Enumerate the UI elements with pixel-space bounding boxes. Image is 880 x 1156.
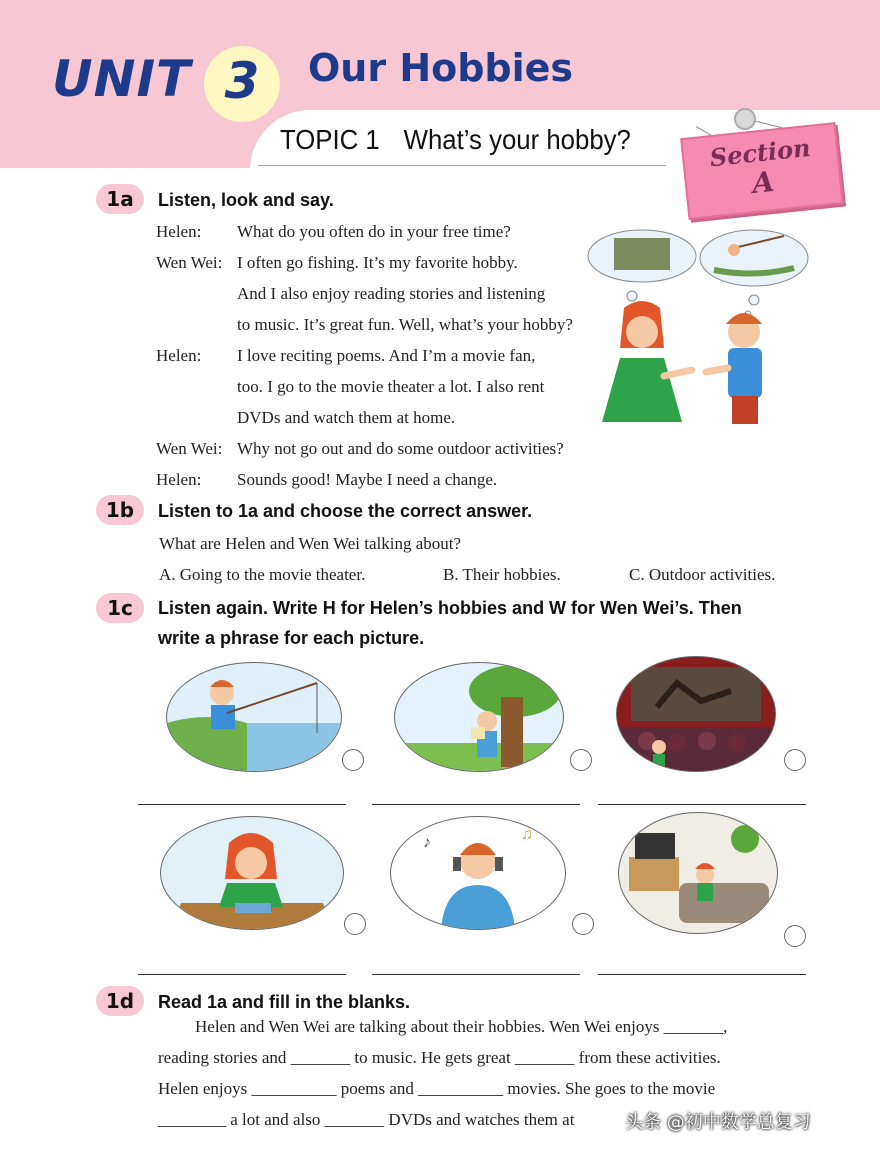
instruction-1a: Listen, look and say.	[158, 190, 334, 210]
answer-circle-5[interactable]	[572, 913, 594, 935]
badge-1c: 1c	[96, 593, 144, 623]
speaker-label: Wen Wei:	[156, 439, 223, 458]
unit-number: 3	[224, 52, 260, 110]
topic-label: TOPIC 1	[280, 124, 380, 155]
section-word: Section	[708, 132, 812, 173]
option-c[interactable]: C. Outdoor activities.	[629, 565, 776, 584]
topic-question: What’s your hobby?	[403, 124, 631, 155]
badge-1a: 1a	[96, 184, 144, 214]
fill-blank-line: Helen and Wen Wei are talking about their hobbies. Wen Wei enjoys _______,	[195, 1017, 728, 1036]
dialogue-line: to music. It’s great fun. Well, what’s your hobby?	[237, 315, 573, 334]
section-tag	[680, 122, 844, 220]
instruction-1b: Listen to 1a and choose the correct answer.	[158, 501, 533, 521]
badge-1d: 1d	[96, 986, 144, 1016]
fill-blank-line: ________ a lot and also _______ DVDs and watches them at	[158, 1110, 575, 1129]
dialogue-line: Why not go out and do some outdoor activities?	[237, 439, 564, 458]
dialogue-line: too. I go to the movie theater a lot. I also rent	[237, 377, 545, 396]
instruction-1c-line2: write a phrase for each picture.	[158, 628, 425, 648]
boy-shirt	[728, 348, 762, 398]
topic-underline	[258, 165, 666, 166]
svg-text:♫: ♫	[521, 826, 533, 843]
answer-circle-2[interactable]	[570, 749, 592, 771]
answer-line-4[interactable]	[138, 974, 346, 975]
answer-line-1[interactable]	[138, 804, 346, 805]
instruction-1d: Read 1a and fill in the blanks.	[158, 992, 411, 1012]
dialogue-line: And I also enjoy reading stories and listening	[237, 284, 546, 303]
option-b[interactable]: B. Their hobbies.	[443, 565, 561, 584]
instruction-1c-line1: Listen again. Write H for Helen’s hobbies and W for Wen Wei’s. Then	[158, 598, 742, 618]
watermark: 头条 @初中数学总复习	[625, 1112, 811, 1133]
fill-blank-line: reading stories and _______ to music. He gets great _______ from these activities.	[158, 1048, 721, 1067]
dialogue-line: DVDs and watch them at home.	[237, 408, 456, 427]
speaker-label: Helen:	[156, 346, 202, 365]
unit-label: UNIT	[52, 50, 192, 108]
answer-circle-1[interactable]	[342, 749, 364, 771]
question-1b: What are Helen and Wen Wei talking about?	[159, 534, 462, 553]
section-letter: A	[750, 164, 776, 200]
fill-blank-line: Helen enjoys __________ poems and __________ movies. She goes to the movie	[158, 1079, 716, 1098]
dialogue-line: I often go fishing. It’s my favorite hobby.	[237, 253, 518, 272]
picture-watching-dvds	[618, 812, 778, 934]
picture-listening-music	[390, 816, 566, 930]
badge-1b: 1b	[96, 495, 144, 525]
girl-face	[626, 316, 658, 348]
dialogue-line: Sounds good! Maybe I need a change.	[237, 470, 498, 489]
answer-line-5[interactable]	[372, 974, 580, 975]
speaker-label: Helen:	[156, 222, 202, 241]
unit-title: Our Hobbies	[308, 46, 574, 90]
answer-line-2[interactable]	[372, 804, 580, 805]
picture-movie-theater	[616, 656, 776, 772]
movie-characters-picture	[614, 238, 670, 270]
answer-line-3[interactable]	[598, 804, 806, 805]
answer-circle-6[interactable]	[784, 925, 806, 947]
dialogue-illustration	[584, 228, 814, 428]
dialogue-line: What do you often do in your free time?	[237, 222, 511, 241]
thought-bubble-fishing	[700, 230, 808, 286]
picture-reading	[394, 662, 564, 772]
dialogue-line: I love reciting poems. And I’m a movie fan,	[237, 346, 536, 365]
speaker-label: Wen Wei:	[156, 253, 223, 272]
option-a[interactable]: A. Going to the movie theater.	[159, 565, 366, 584]
answer-circle-4[interactable]	[344, 913, 366, 935]
pin-icon	[734, 108, 756, 130]
picture-reciting-poems	[160, 816, 344, 930]
topic-heading	[280, 124, 631, 156]
girl-dress	[602, 358, 682, 422]
answer-circle-3[interactable]	[784, 749, 806, 771]
svg-text:♪: ♪	[423, 834, 431, 851]
answer-line-6[interactable]	[598, 974, 806, 975]
speaker-label: Helen:	[156, 470, 202, 489]
picture-fishing	[166, 662, 342, 772]
